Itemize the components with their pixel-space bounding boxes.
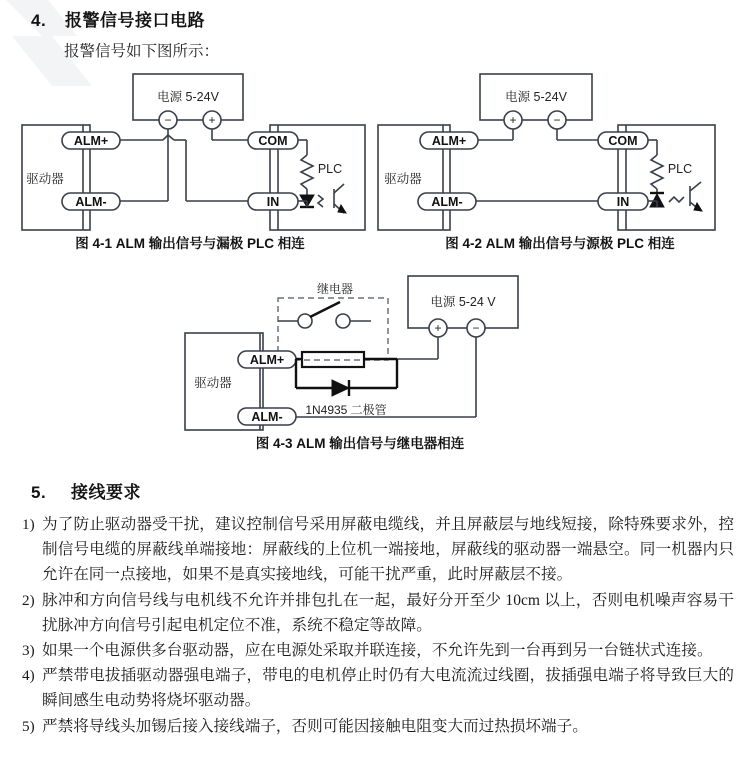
figure-4-2-plus-sign: +: [509, 113, 517, 127]
figure-4-1-power-label: 电源 5-24V: [157, 90, 219, 104]
figure-4-2-minus-sign: −: [553, 113, 561, 127]
list-item-marker: 3): [22, 642, 35, 660]
figure-4-3-diagram: [150, 258, 570, 436]
section-5-number: 5.: [31, 483, 47, 502]
figure-4-3-relay-label: 继电器: [316, 282, 354, 296]
list-item: [22, 663, 734, 713]
figure-4-1-plus-sign: +: [208, 113, 216, 127]
figure-4-2-diagram: [370, 62, 750, 237]
figure-4-1-terminal-com: COM: [258, 134, 288, 148]
figure-4-3-power-label: 电源 5-24 V: [430, 295, 496, 309]
section-4-number: 4.: [31, 11, 47, 30]
list-item-marker: 2): [22, 591, 35, 609]
figure-4-3-driver-label: 驱动器: [194, 376, 232, 390]
figure-4-3-terminal-alm-minus: ALM-: [251, 410, 283, 424]
list-item-marker: 1): [22, 516, 35, 533]
figure-4-3-diode-label: 1N4935 二极管: [305, 403, 387, 417]
figure-4-2-power-label: 电源 5-24V: [505, 90, 567, 104]
list-item-text: 脉冲和方向信号线与电机线不允许并排包扎在一起，最好分开至少 10cm 以上，否则电机噪声容易干扰脉冲方向信号引起电机定位不准，系统不稳定等故障。: [42, 591, 734, 634]
list-item: [22, 512, 734, 588]
figure-4-1-caption: 图 4-1 ALM 输出信号与漏极 PLC 相连: [75, 236, 305, 251]
figure-4-2-terminal-alm-minus: ALM-: [431, 195, 463, 209]
figure-4-3-caption: 图 4-3 ALM 输出信号与继电器相连: [255, 436, 465, 451]
list-item-text: 严禁将导线头加锡后接入接线端子，否则可能因接触电阻变大而过热损坏端子。: [42, 717, 588, 735]
list-item: [22, 638, 734, 663]
figure-4-1-terminal-alm-plus: ALM+: [73, 134, 109, 148]
figure-4-2-caption: 图 4-2 ALM 输出信号与源极 PLC 相连: [445, 236, 675, 251]
list-item: [22, 588, 734, 638]
figure-4-2-terminal-com: COM: [608, 134, 638, 148]
list-item-text: 为了防止驱动器受干扰，建议控制信号采用屏蔽电缆线，并且屏蔽层与地线短接，除特殊要求外，控制信号电缆的屏蔽线单端接地：屏蔽线的上位机一端接地，屏蔽线的驱动器一端悬空。同一机器内只允许在同一点接地，如果不是真实接地线，可能干扰严重，此时屏蔽层不接。: [42, 516, 734, 584]
section-5-title: 接线要求: [71, 483, 141, 502]
figure-4-2-terminal-in: IN: [616, 195, 630, 209]
figure-4-2-driver-label: 驱动器: [384, 172, 422, 186]
list-item-text: 如果一个电源供多台驱动器，应在电源处采取并联连接，不允许先到一台再到另一台链状式连接。: [42, 642, 713, 660]
figure-4-1-diagram: [0, 62, 380, 237]
figure-4-1-minus-sign: −: [164, 113, 172, 127]
figure-4-1-plc-label: PLC: [317, 162, 343, 176]
figure-4-3-terminal-alm-plus: ALM+: [249, 353, 285, 367]
figure-4-2-terminal-alm-plus: ALM+: [431, 134, 467, 148]
wiring-requirements-list: [22, 512, 734, 739]
list-item-marker: 5): [22, 717, 35, 735]
figure-4-3-plus-sign: +: [434, 321, 442, 335]
figure-4-1-driver-label: 驱动器: [26, 172, 64, 186]
figure-4-1-terminal-in: IN: [266, 195, 280, 209]
list-item-marker: 4): [22, 667, 35, 685]
figure-4-1-terminal-alm-minus: ALM-: [75, 195, 107, 209]
list-item-text: 严禁带电拔插驱动器强电端子，带电的电机停止时仍有大电流流过线圈，拔插强电端子将导致巨大的瞬间感生电动势将烧坏驱动器。: [42, 667, 734, 710]
section-4-title: 报警信号接口电路: [65, 11, 205, 30]
section-5-heading: [31, 478, 141, 503]
section-4-heading: [31, 6, 205, 31]
figure-4-2-plc-label: PLC: [667, 162, 693, 176]
section-4-intro: 报警信号如下图所示：: [64, 43, 220, 60]
figure-4-3-minus-sign: −: [472, 321, 480, 335]
list-item: [22, 714, 734, 739]
